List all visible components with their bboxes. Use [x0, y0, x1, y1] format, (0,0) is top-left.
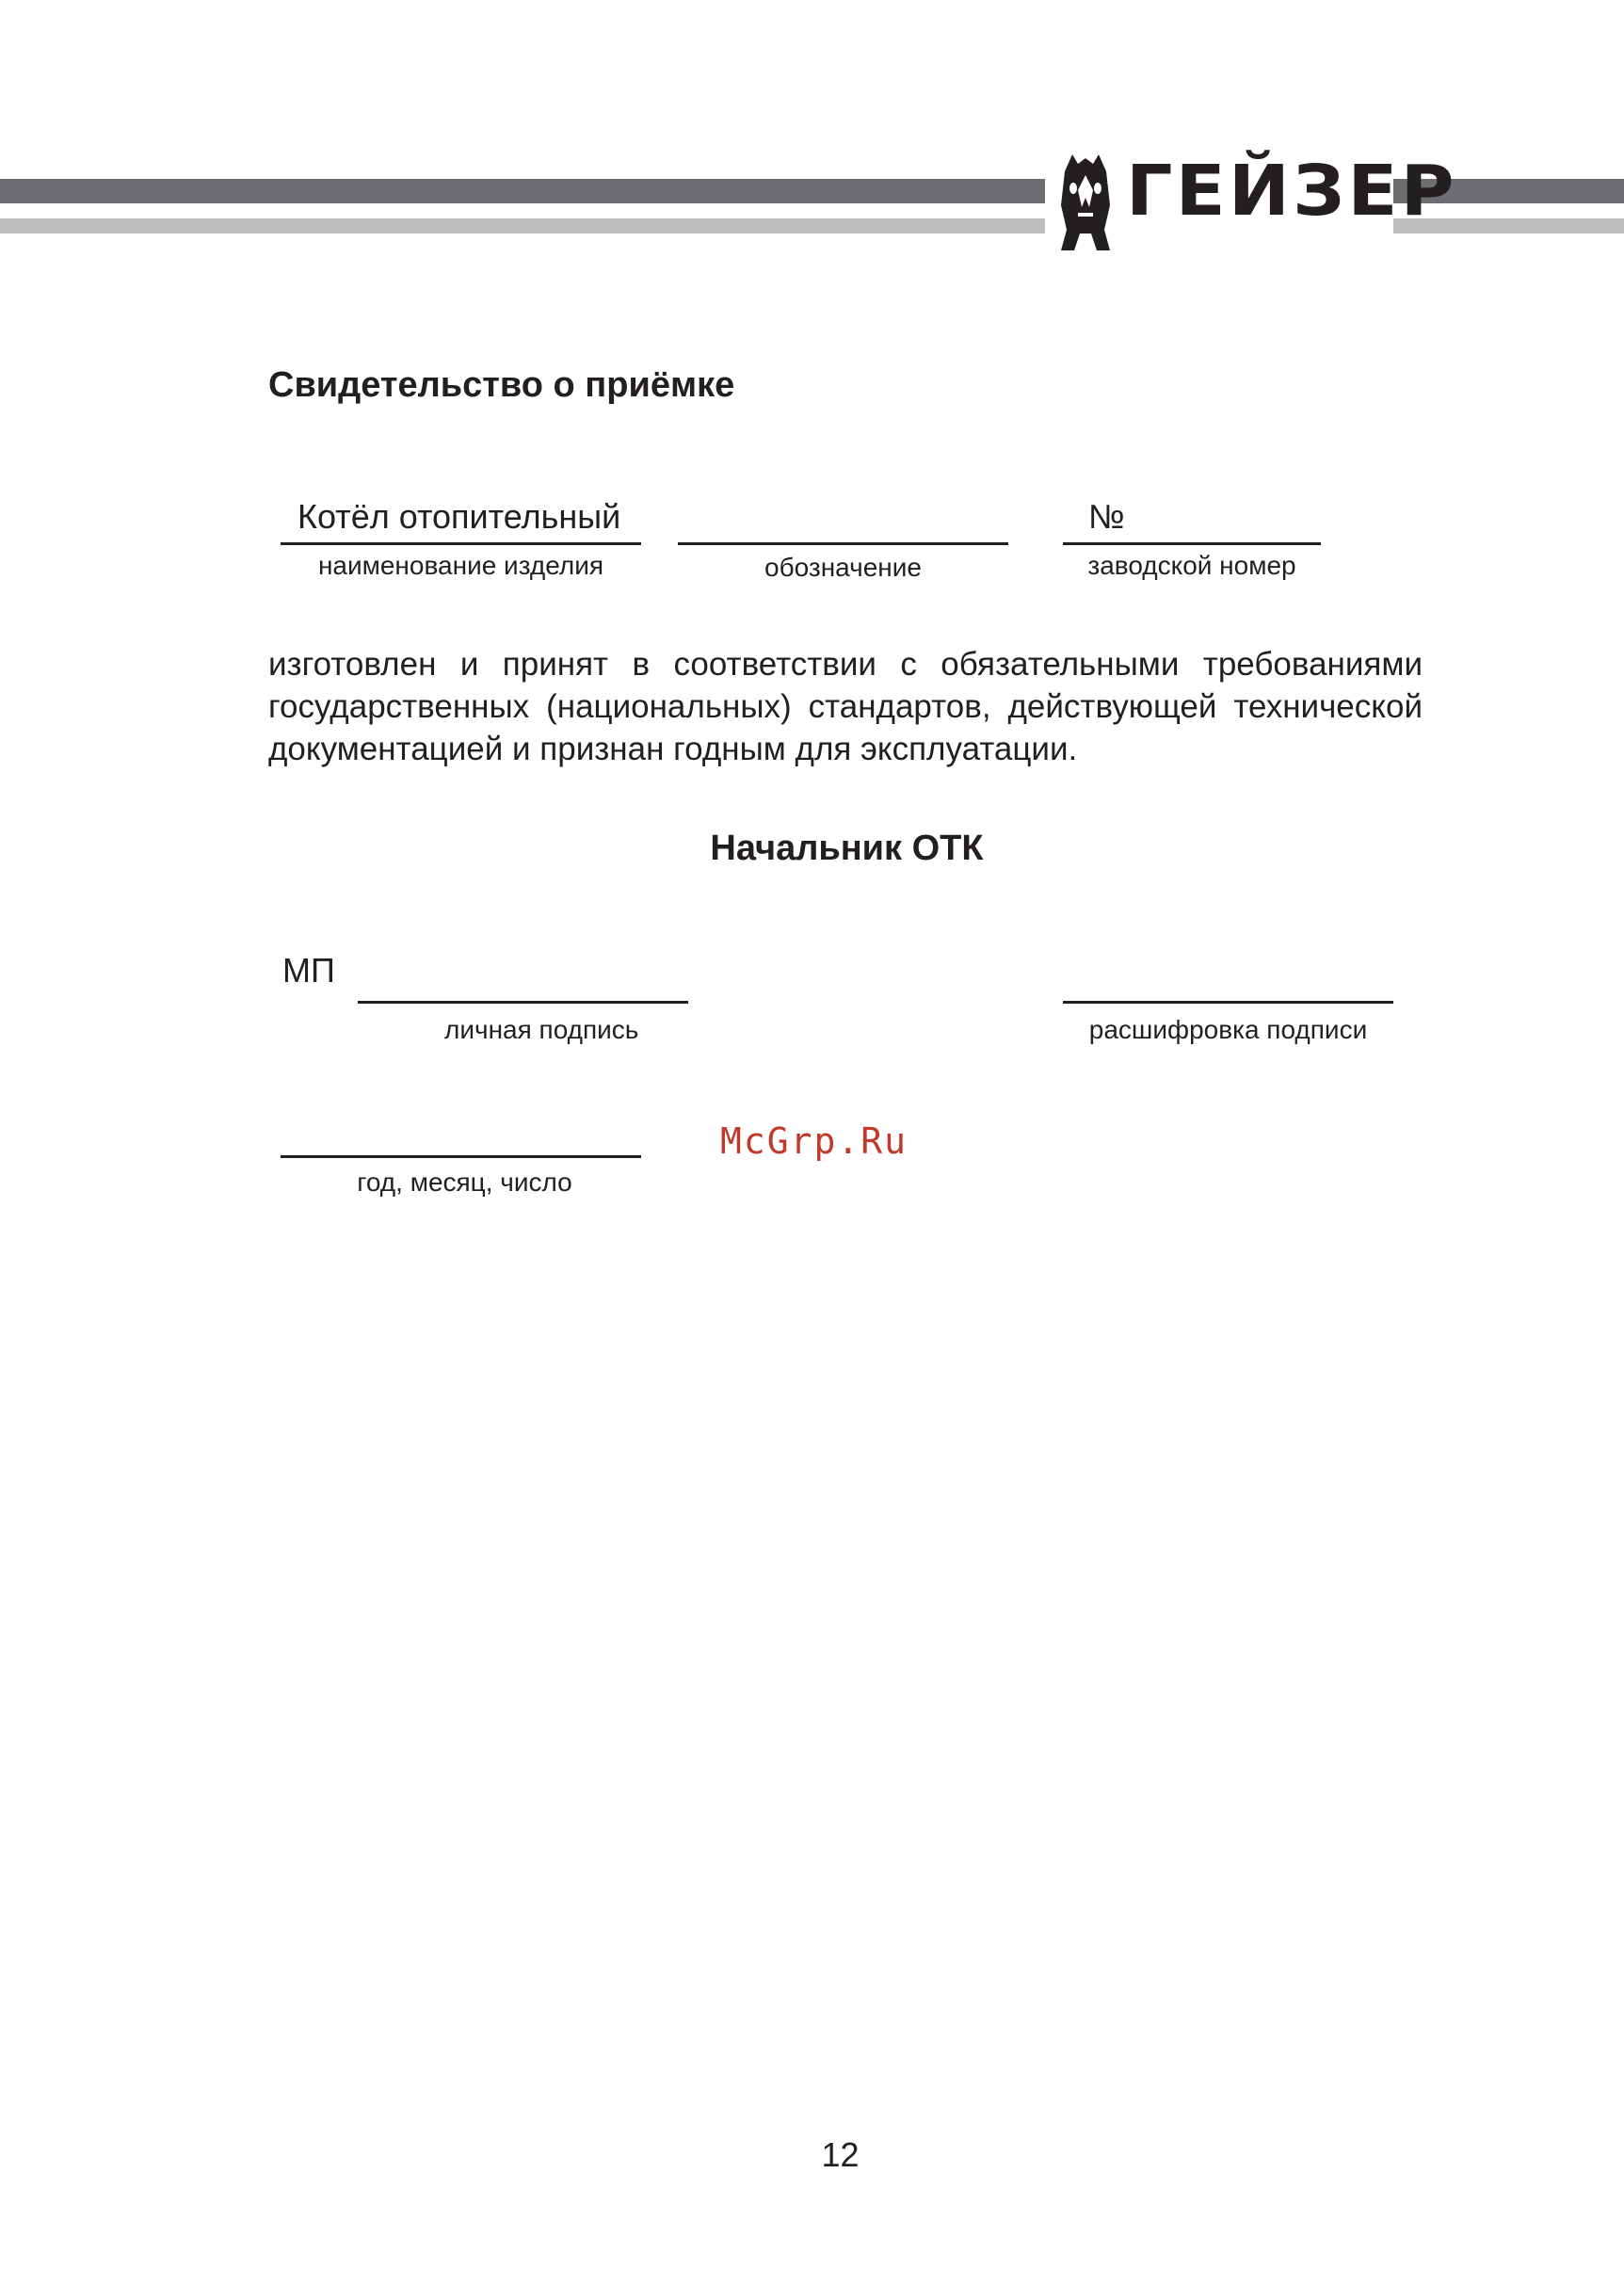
watermark: McGrp.Ru [720, 1120, 908, 1162]
signature-decoding-caption: расшифровка подписи [1088, 1015, 1368, 1044]
serial-number-underline [1063, 542, 1321, 545]
product-name-caption: наименование изделия [317, 551, 604, 580]
brand-name: ГЕЙЗЕР [1126, 151, 1457, 232]
header-stripe-dark-left [0, 179, 1045, 203]
product-name-value: Котёл отопительный [297, 497, 621, 536]
signature-caption: личная подпись [444, 1015, 639, 1044]
statement-line: государственных (национальных) стандартов, действующей технической [268, 688, 1423, 725]
rhino-head-icon [1057, 151, 1114, 254]
date-underline [281, 1155, 641, 1158]
statement-line: изготовлен и принят в соответствии с обязательными требованиями [268, 646, 1423, 683]
brand-logo [1057, 151, 1457, 254]
statement-line: документацией и признан годным для эксплуатации. [268, 731, 1078, 767]
document-title: Свидетельство о приёмке [268, 365, 735, 405]
acceptance-statement [268, 643, 1423, 770]
otk-heading: Начальник ОТК [710, 829, 984, 868]
designation-caption: обозначение [764, 553, 922, 582]
serial-number-prefix: № [1088, 497, 1125, 536]
signature-decoding-underline [1063, 1001, 1393, 1004]
product-name-underline [281, 542, 641, 545]
page-number: 12 [821, 2135, 860, 2174]
stamp-label: МП [282, 951, 335, 990]
serial-number-caption: заводской номер [1087, 551, 1296, 580]
signature-underline [358, 1001, 688, 1004]
header-stripe-light-left [0, 218, 1045, 233]
date-caption: год, месяц, число [357, 1167, 572, 1197]
designation-underline [678, 542, 1008, 545]
